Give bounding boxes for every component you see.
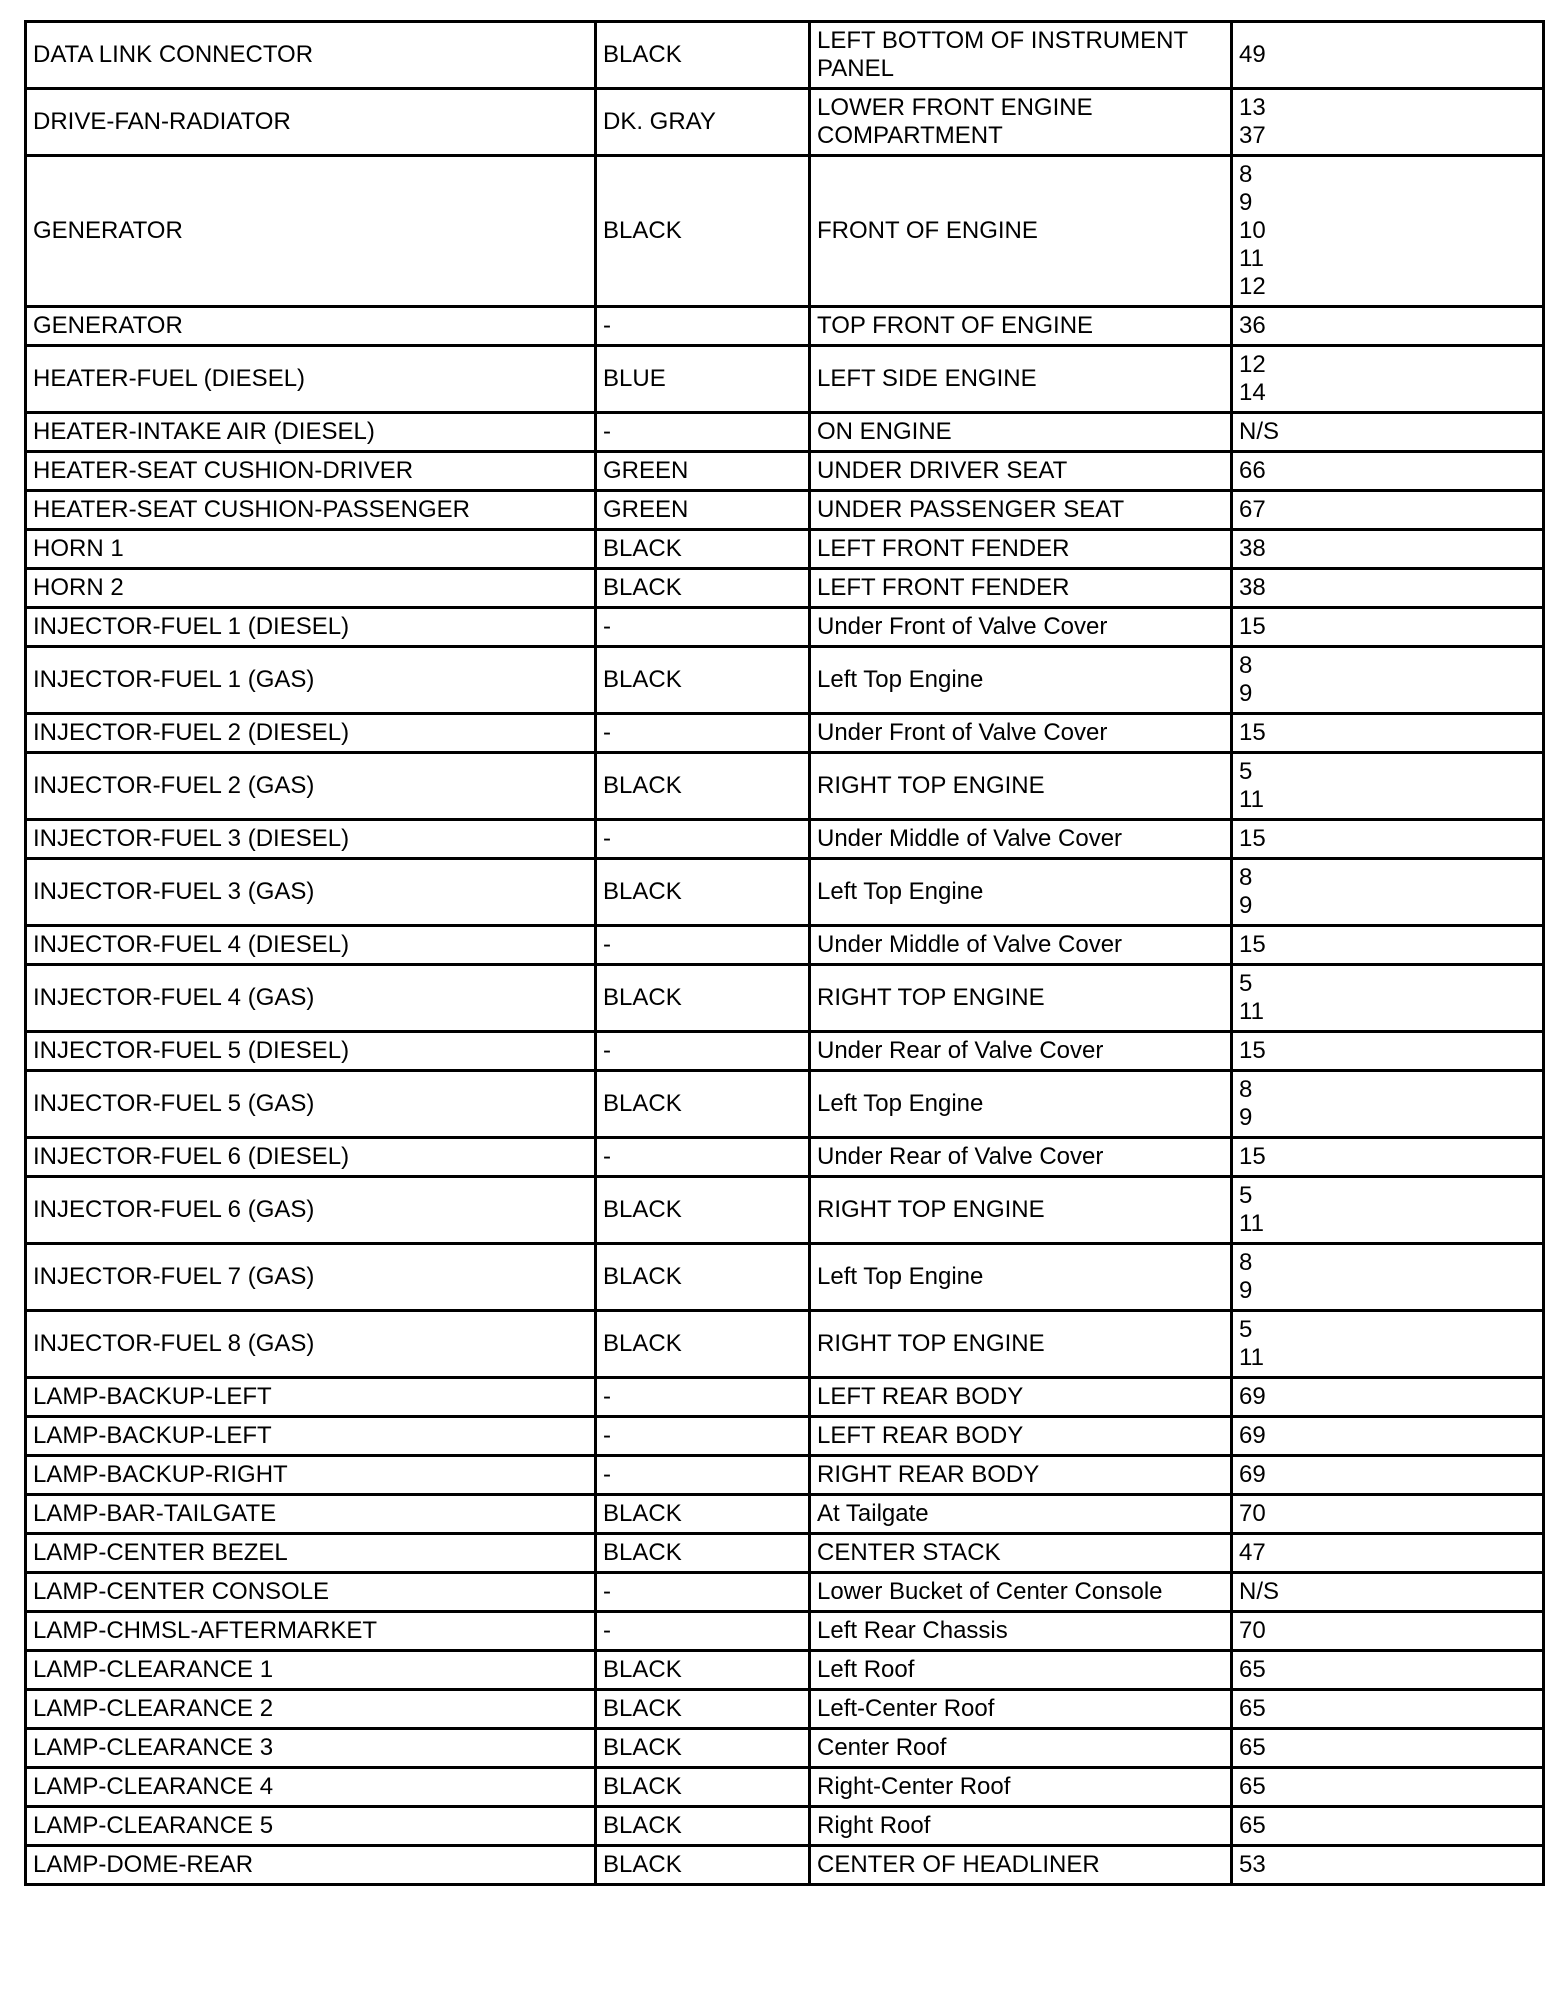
component-cell: LAMP-CLEARANCE 2 xyxy=(26,1690,596,1729)
location-cell: Under Front of Valve Cover xyxy=(810,608,1232,647)
location-cell: Left Top Engine xyxy=(810,859,1232,926)
page-refs-cell: 69 xyxy=(1232,1417,1544,1456)
connector-color-cell: BLACK xyxy=(596,1651,810,1690)
component-cell: LAMP-BACKUP-LEFT xyxy=(26,1378,596,1417)
location-cell: CENTER OF HEADLINER xyxy=(810,1846,1232,1885)
component-cell: LAMP-BACKUP-RIGHT xyxy=(26,1456,596,1495)
table-row xyxy=(26,1177,1544,1244)
page-refs-cell: 38 xyxy=(1232,530,1544,569)
component-cell: LAMP-BACKUP-LEFT xyxy=(26,1417,596,1456)
table-row xyxy=(26,1846,1544,1885)
location-cell: At Tailgate xyxy=(810,1495,1232,1534)
component-cell: INJECTOR-FUEL 2 (DIESEL) xyxy=(26,714,596,753)
table-row xyxy=(26,530,1544,569)
table-row xyxy=(26,1768,1544,1807)
page-refs-cell: 8 9 xyxy=(1232,859,1544,926)
component-cell: GENERATOR xyxy=(26,307,596,346)
table-row xyxy=(26,753,1544,820)
page-refs-cell: 38 xyxy=(1232,569,1544,608)
connector-color-cell: - xyxy=(596,413,810,452)
component-cell: INJECTOR-FUEL 2 (GAS) xyxy=(26,753,596,820)
table-row xyxy=(26,1244,1544,1311)
location-cell: Left Top Engine xyxy=(810,647,1232,714)
table-row xyxy=(26,1032,1544,1071)
connector-color-cell: - xyxy=(596,926,810,965)
table-row xyxy=(26,22,1544,89)
connector-color-cell: BLACK xyxy=(596,1729,810,1768)
component-cell: INJECTOR-FUEL 3 (GAS) xyxy=(26,859,596,926)
location-cell: Left Rear Chassis xyxy=(810,1612,1232,1651)
page-refs-cell: 15 xyxy=(1232,820,1544,859)
connector-color-cell: - xyxy=(596,608,810,647)
component-cell: HORN 2 xyxy=(26,569,596,608)
connector-color-cell: - xyxy=(596,1032,810,1071)
connector-location-document xyxy=(24,20,1542,1886)
page-refs-cell: 70 xyxy=(1232,1495,1544,1534)
page-refs-cell: 69 xyxy=(1232,1378,1544,1417)
location-cell: UNDER DRIVER SEAT xyxy=(810,452,1232,491)
page-refs-cell: 15 xyxy=(1232,1138,1544,1177)
page-refs-cell: 69 xyxy=(1232,1456,1544,1495)
location-cell: TOP FRONT OF ENGINE xyxy=(810,307,1232,346)
page-refs-cell: 70 xyxy=(1232,1612,1544,1651)
location-cell: LEFT REAR BODY xyxy=(810,1378,1232,1417)
component-cell: LAMP-CLEARANCE 3 xyxy=(26,1729,596,1768)
component-cell: INJECTOR-FUEL 5 (DIESEL) xyxy=(26,1032,596,1071)
location-cell: Left Roof xyxy=(810,1651,1232,1690)
component-cell: LAMP-CENTER BEZEL xyxy=(26,1534,596,1573)
table-row xyxy=(26,926,1544,965)
location-cell: Left Top Engine xyxy=(810,1071,1232,1138)
table-body xyxy=(26,22,1544,1885)
page-refs-cell: 8 9 xyxy=(1232,1071,1544,1138)
table-row xyxy=(26,820,1544,859)
connector-color-cell: BLACK xyxy=(596,1690,810,1729)
table-row xyxy=(26,1573,1544,1612)
connector-color-cell: - xyxy=(596,307,810,346)
table-row xyxy=(26,1417,1544,1456)
location-cell: Left Top Engine xyxy=(810,1244,1232,1311)
connector-color-cell: BLACK xyxy=(596,1244,810,1311)
page-refs-cell: 53 xyxy=(1232,1846,1544,1885)
location-cell: LOWER FRONT ENGINE COMPARTMENT xyxy=(810,89,1232,156)
component-cell: LAMP-CHMSL-AFTERMARKET xyxy=(26,1612,596,1651)
page-refs-cell: 5 11 xyxy=(1232,1177,1544,1244)
table-row xyxy=(26,608,1544,647)
connector-color-cell: BLACK xyxy=(596,1071,810,1138)
connector-color-cell: - xyxy=(596,1612,810,1651)
component-cell: HEATER-SEAT CUSHION-PASSENGER xyxy=(26,491,596,530)
table-row xyxy=(26,569,1544,608)
location-cell: LEFT SIDE ENGINE xyxy=(810,346,1232,413)
page-refs-cell: 15 xyxy=(1232,608,1544,647)
location-cell: LEFT BOTTOM OF INSTRUMENT PANEL xyxy=(810,22,1232,89)
connector-color-cell: - xyxy=(596,714,810,753)
location-cell: RIGHT REAR BODY xyxy=(810,1456,1232,1495)
page-refs-cell: 66 xyxy=(1232,452,1544,491)
page-refs-cell: N/S xyxy=(1232,1573,1544,1612)
connector-color-cell: - xyxy=(596,1417,810,1456)
component-cell: LAMP-BAR-TAILGATE xyxy=(26,1495,596,1534)
location-cell: LEFT FRONT FENDER xyxy=(810,530,1232,569)
component-cell: INJECTOR-FUEL 6 (GAS) xyxy=(26,1177,596,1244)
table-row xyxy=(26,1729,1544,1768)
connector-color-cell: GREEN xyxy=(596,491,810,530)
location-cell: Under Front of Valve Cover xyxy=(810,714,1232,753)
connector-color-cell: - xyxy=(596,1573,810,1612)
component-cell: DATA LINK CONNECTOR xyxy=(26,22,596,89)
connector-color-cell: BLACK xyxy=(596,1807,810,1846)
page-refs-cell: 47 xyxy=(1232,1534,1544,1573)
component-cell: HEATER-FUEL (DIESEL) xyxy=(26,346,596,413)
connector-color-cell: DK. GRAY xyxy=(596,89,810,156)
component-cell: HORN 1 xyxy=(26,530,596,569)
page-refs-cell: 67 xyxy=(1232,491,1544,530)
location-cell: Left-Center Roof xyxy=(810,1690,1232,1729)
page-refs-cell: 49 xyxy=(1232,22,1544,89)
table-row xyxy=(26,1456,1544,1495)
location-cell: Center Roof xyxy=(810,1729,1232,1768)
page-refs-cell: N/S xyxy=(1232,413,1544,452)
location-cell: CENTER STACK xyxy=(810,1534,1232,1573)
location-cell: Under Middle of Valve Cover xyxy=(810,926,1232,965)
location-cell: LEFT FRONT FENDER xyxy=(810,569,1232,608)
component-cell: LAMP-CLEARANCE 1 xyxy=(26,1651,596,1690)
page-refs-cell: 36 xyxy=(1232,307,1544,346)
page-refs-cell: 5 11 xyxy=(1232,965,1544,1032)
table-row xyxy=(26,452,1544,491)
table-row xyxy=(26,491,1544,530)
connector-color-cell: BLACK xyxy=(596,1534,810,1573)
connector-color-cell: BLACK xyxy=(596,1768,810,1807)
component-cell: INJECTOR-FUEL 5 (GAS) xyxy=(26,1071,596,1138)
component-cell: LAMP-CENTER CONSOLE xyxy=(26,1573,596,1612)
location-cell: UNDER PASSENGER SEAT xyxy=(810,491,1232,530)
table-row xyxy=(26,89,1544,156)
connector-color-cell: BLUE xyxy=(596,346,810,413)
table-row xyxy=(26,413,1544,452)
component-cell: INJECTOR-FUEL 8 (GAS) xyxy=(26,1311,596,1378)
table-row xyxy=(26,1138,1544,1177)
page-refs-cell: 12 14 xyxy=(1232,346,1544,413)
page-refs-cell: 65 xyxy=(1232,1729,1544,1768)
connector-color-cell: BLACK xyxy=(596,1311,810,1378)
component-cell: INJECTOR-FUEL 6 (DIESEL) xyxy=(26,1138,596,1177)
component-cell: LAMP-CLEARANCE 5 xyxy=(26,1807,596,1846)
location-cell: Under Rear of Valve Cover xyxy=(810,1032,1232,1071)
table-row xyxy=(26,346,1544,413)
table-row xyxy=(26,1651,1544,1690)
page-refs-cell: 5 11 xyxy=(1232,1311,1544,1378)
table-row xyxy=(26,307,1544,346)
table-row xyxy=(26,1534,1544,1573)
component-cell: INJECTOR-FUEL 7 (GAS) xyxy=(26,1244,596,1311)
connector-color-cell: - xyxy=(596,1378,810,1417)
connector-color-cell: BLACK xyxy=(596,530,810,569)
page-refs-cell: 65 xyxy=(1232,1651,1544,1690)
connector-color-cell: BLACK xyxy=(596,1177,810,1244)
page-refs-cell: 15 xyxy=(1232,926,1544,965)
component-cell: INJECTOR-FUEL 4 (DIESEL) xyxy=(26,926,596,965)
location-cell: LEFT REAR BODY xyxy=(810,1417,1232,1456)
location-cell: RIGHT TOP ENGINE xyxy=(810,965,1232,1032)
connector-color-cell: BLACK xyxy=(596,569,810,608)
connector-color-cell: BLACK xyxy=(596,647,810,714)
page-refs-cell: 5 11 xyxy=(1232,753,1544,820)
table-row xyxy=(26,1612,1544,1651)
connector-color-cell: BLACK xyxy=(596,22,810,89)
location-cell: Right Roof xyxy=(810,1807,1232,1846)
table-row xyxy=(26,1378,1544,1417)
location-cell: RIGHT TOP ENGINE xyxy=(810,753,1232,820)
table-row xyxy=(26,1071,1544,1138)
table-row xyxy=(26,156,1544,307)
location-cell: RIGHT TOP ENGINE xyxy=(810,1311,1232,1378)
component-cell: INJECTOR-FUEL 3 (DIESEL) xyxy=(26,820,596,859)
connector-color-cell: BLACK xyxy=(596,1495,810,1534)
connector-color-cell: BLACK xyxy=(596,859,810,926)
connector-color-cell: BLACK xyxy=(596,965,810,1032)
component-cell: INJECTOR-FUEL 4 (GAS) xyxy=(26,965,596,1032)
location-cell: FRONT OF ENGINE xyxy=(810,156,1232,307)
table-row xyxy=(26,714,1544,753)
connector-color-cell: - xyxy=(596,1456,810,1495)
component-cell: INJECTOR-FUEL 1 (DIESEL) xyxy=(26,608,596,647)
table-row xyxy=(26,1690,1544,1729)
location-cell: Right-Center Roof xyxy=(810,1768,1232,1807)
connector-color-cell: - xyxy=(596,820,810,859)
table-row xyxy=(26,1807,1544,1846)
component-cell: LAMP-CLEARANCE 4 xyxy=(26,1768,596,1807)
table-row xyxy=(26,647,1544,714)
component-cell: HEATER-INTAKE AIR (DIESEL) xyxy=(26,413,596,452)
connector-color-cell: - xyxy=(596,1138,810,1177)
location-cell: Under Rear of Valve Cover xyxy=(810,1138,1232,1177)
page-refs-cell: 8 9 xyxy=(1232,1244,1544,1311)
location-cell: Lower Bucket of Center Console xyxy=(810,1573,1232,1612)
component-cell: INJECTOR-FUEL 1 (GAS) xyxy=(26,647,596,714)
component-cell: HEATER-SEAT CUSHION-DRIVER xyxy=(26,452,596,491)
component-cell: GENERATOR xyxy=(26,156,596,307)
table-row xyxy=(26,965,1544,1032)
component-cell: LAMP-DOME-REAR xyxy=(26,1846,596,1885)
connector-color-cell: BLACK xyxy=(596,1846,810,1885)
connector-location-table xyxy=(24,20,1545,1886)
table-row xyxy=(26,1495,1544,1534)
page-refs-cell: 65 xyxy=(1232,1768,1544,1807)
table-row xyxy=(26,859,1544,926)
connector-color-cell: BLACK xyxy=(596,753,810,820)
page-refs-cell: 8 9 xyxy=(1232,647,1544,714)
component-cell: DRIVE-FAN-RADIATOR xyxy=(26,89,596,156)
page-refs-cell: 15 xyxy=(1232,714,1544,753)
location-cell: ON ENGINE xyxy=(810,413,1232,452)
page-refs-cell: 65 xyxy=(1232,1690,1544,1729)
page-refs-cell: 65 xyxy=(1232,1807,1544,1846)
page-refs-cell: 8 9 10 11 12 xyxy=(1232,156,1544,307)
table-row xyxy=(26,1311,1544,1378)
connector-color-cell: BLACK xyxy=(596,156,810,307)
page-refs-cell: 15 xyxy=(1232,1032,1544,1071)
page-refs-cell: 13 37 xyxy=(1232,89,1544,156)
location-cell: RIGHT TOP ENGINE xyxy=(810,1177,1232,1244)
location-cell: Under Middle of Valve Cover xyxy=(810,820,1232,859)
connector-color-cell: GREEN xyxy=(596,452,810,491)
